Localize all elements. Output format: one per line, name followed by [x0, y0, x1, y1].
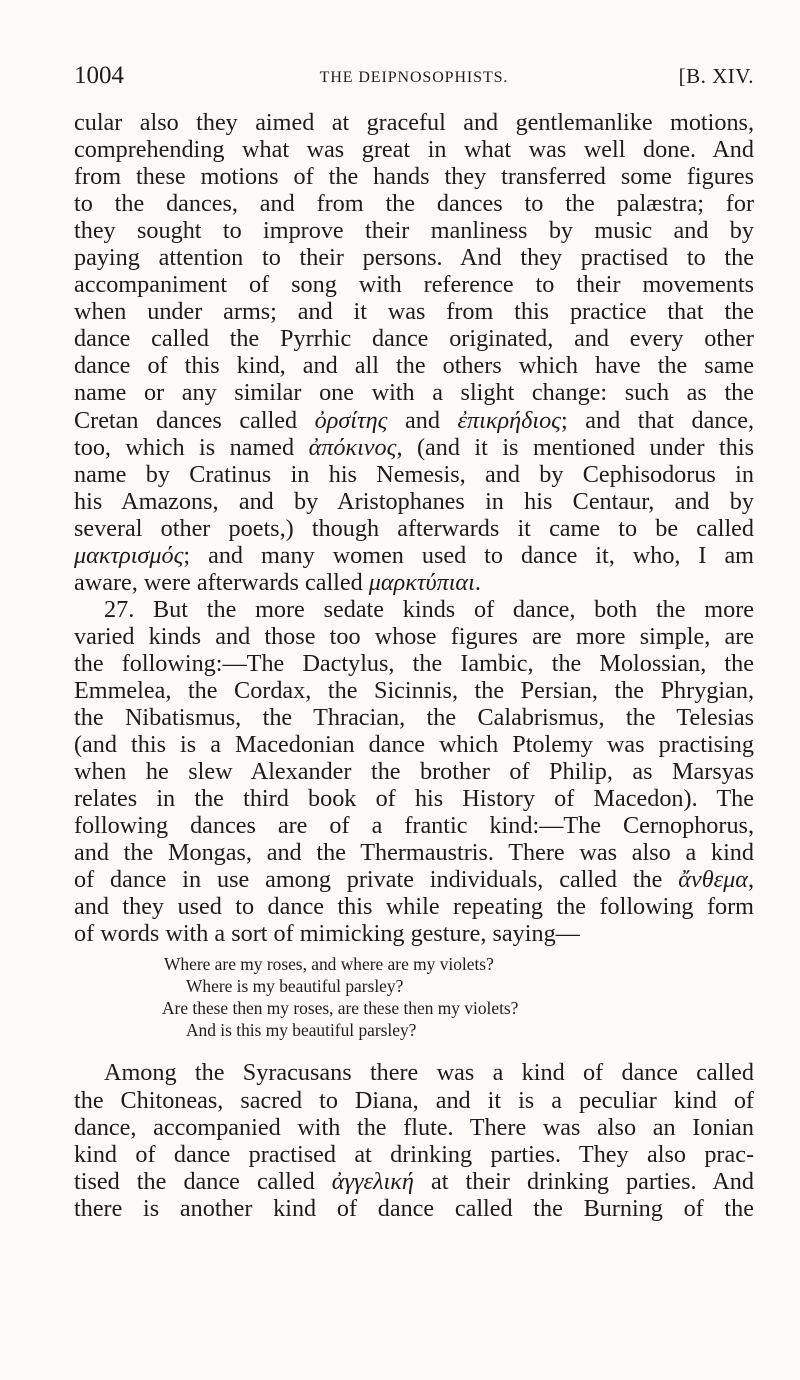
page-number: 1004: [74, 62, 124, 89]
verse-quotation: [74, 953, 754, 1043]
verse-line: And is this my beautiful parsley?: [186, 1020, 417, 1041]
text-line: paying attention to their persons. And they practised to the: [74, 244, 754, 272]
text-line: there is another kind of dance called the Burning of the: [74, 1194, 754, 1222]
text-line: and the Mongas, and the Thermaustris. There was also a kind: [74, 839, 754, 867]
text-line: the Chitoneas, sacred to Diana, and it is a peculiar kind of: [74, 1086, 754, 1114]
text-line: relates in the third book of his History of Macedon). The: [74, 785, 754, 813]
text-line: his Amazons, and by Aristophanes in his Centaur, and by: [74, 487, 754, 515]
text-line: kind of dance practised at drinking parties. They also prac-: [74, 1140, 754, 1168]
text-line: several other poets,) though afterwards it came to be called: [74, 514, 754, 542]
text-line: comprehending what was great in what was well done. And: [74, 136, 754, 164]
text-line: Cretan dances called ὀρσίτης and ἐπικρήδιος; and that dance,: [74, 406, 754, 434]
text-line: aware, were afterwards called μαρκτύπιαι.: [74, 568, 481, 596]
verse-line: Where is my beautiful parsley?: [186, 976, 404, 997]
text-line: tised the dance called ἀγγελική at their drinking parties. And: [74, 1167, 754, 1195]
paragraph: [74, 596, 754, 948]
text-line: when he slew Alexander the brother of Philip, as Marsyas: [74, 758, 754, 786]
paragraph: [74, 109, 754, 596]
verse-line: Where are my roses, and where are my violets?: [164, 954, 494, 975]
text-line: of words with a sort of mimicking gesture, saying—: [74, 920, 580, 948]
text-line: name or any similar one with a slight change: such as the: [74, 379, 754, 407]
text-line: from these motions of the hands they transferred some figures: [74, 163, 754, 191]
text-line: (and this is a Macedonian dance which Ptolemy was practising: [74, 731, 754, 759]
text-line: they sought to improve their manliness by music and by: [74, 217, 754, 245]
text-line: Among the Syracusans there was a kind of dance called: [104, 1059, 754, 1087]
greek-term: ἄνθεμα: [678, 866, 748, 894]
greek-term: ἀγγελική: [331, 1167, 414, 1195]
greek-term: μαρκτύπιαι: [368, 568, 475, 596]
running-title: THE DEIPNOSOPHISTS.: [319, 69, 509, 86]
text-line: the following:—The Dactylus, the Iambic, the Molossian, the: [74, 649, 754, 677]
text-line: when under arms; and it was from this practice that the: [74, 298, 754, 326]
greek-term: μακτρισμός: [74, 541, 184, 569]
text-line: Emmelea, the Cordax, the Sicinnis, the Persian, the Phrygian,: [74, 676, 754, 704]
text-line: name by Cratinus in his Nemesis, and by Cephisodorus in: [74, 460, 754, 488]
text-line: varied kinds and those too whose figures are more simple, are: [74, 622, 754, 650]
book-reference: [B. XIV.: [678, 64, 754, 88]
page-body: [74, 109, 754, 1222]
text-line: dance of this kind, and all the others which have the same: [74, 352, 754, 380]
page-header: [74, 62, 754, 96]
text-line: the Nibatismus, the Thracian, the Calabrismus, the Telesias: [74, 704, 754, 732]
paragraph: [74, 1059, 754, 1221]
text-line: dance, accompanied with the flute. There was also an Ionian: [74, 1113, 754, 1141]
greek-term: ὀρσίτης: [314, 406, 388, 434]
text-line: 27. But the more sedate kinds of dance, both the more: [104, 595, 754, 623]
greek-term: ἐπικρήδιος: [457, 406, 561, 434]
text-line: accompaniment of song with reference to their movements: [74, 271, 754, 299]
text-line: μακτρισμός; and many women used to dance it, who, I am: [74, 541, 754, 569]
text-line: too, which is named ἀπόκινος, (and it is mentioned under this: [74, 433, 754, 461]
text-line: of dance in use among private individuals, called the ἄνθεμα,: [74, 866, 754, 894]
verse-line: Are these then my roses, are these then my violets?: [162, 998, 519, 1019]
text-line: dance called the Pyrrhic dance originated, and every other: [74, 325, 754, 353]
text-line: to the dances, and from the dances to the palæstra; for: [74, 190, 754, 218]
greek-term: ἀπόκινος: [308, 433, 397, 461]
text-line: following dances are of a frantic kind:—The Cernophorus,: [74, 812, 754, 840]
text-line: and they used to dance this while repeating the following form: [74, 893, 754, 921]
text-line: cular also they aimed at graceful and gentlemanlike motions,: [74, 109, 754, 136]
